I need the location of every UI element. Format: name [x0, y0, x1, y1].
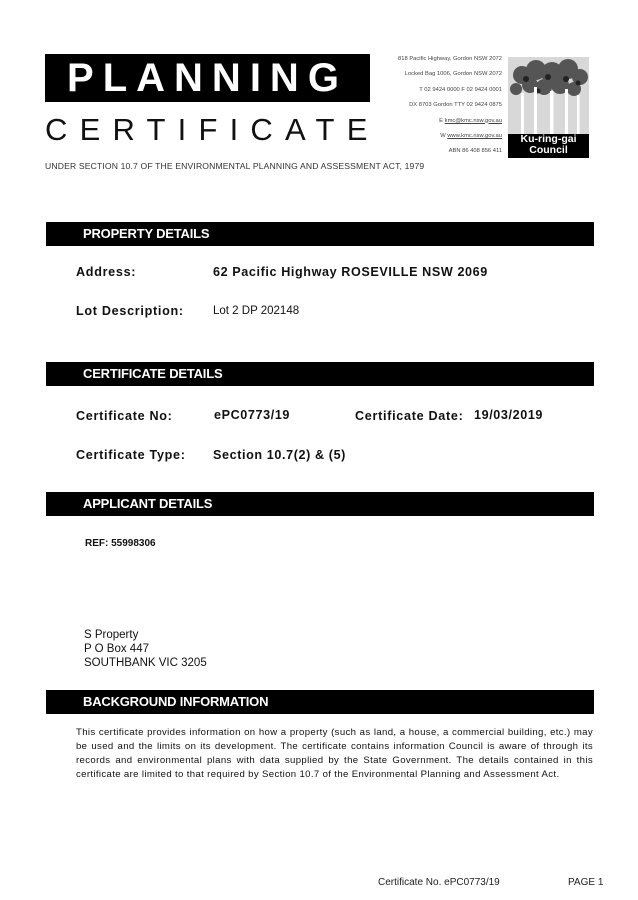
applicant-address [84, 628, 207, 670]
contact-abn: ABN 86 408 856 411 [448, 148, 502, 155]
certificate-date-value: 19/03/2019 [474, 408, 544, 422]
certificate-details-header [46, 362, 594, 386]
address-label: Address: [76, 265, 137, 279]
contact-phone: T 02 9424 0000 F 02 9424 0001 [419, 86, 502, 93]
certificate-type-value: Section 10.7(2) & (5) [213, 448, 346, 462]
address-value: 62 Pacific Highway ROSEVILLE NSW 2069 [213, 265, 488, 279]
logo-line1: Ku-ring-gai [520, 133, 577, 145]
applicant-details-heading: APPLICANT DETAILS [83, 496, 213, 511]
logo-line2: Council [529, 144, 568, 156]
background-information-header [46, 690, 594, 714]
contact-web-row [398, 134, 502, 149]
applicant-details-header [46, 492, 594, 516]
applicant-reference: REF: 55998306 [85, 538, 156, 549]
certificate-title: CERTIFICATE [45, 112, 380, 147]
footer-page-number: PAGE 1 [568, 877, 604, 888]
lot-description-value: Lot 2 DP 202148 [213, 305, 300, 317]
email-link[interactable]: kmc@kmc.nsw.gov.au [444, 117, 502, 124]
applicant-name: S Property [84, 629, 139, 641]
property-details-header [46, 222, 594, 246]
certificate-number-label: Certificate No: [76, 409, 173, 423]
contact-email-row [398, 119, 502, 134]
certificate-number-value: ePC0773/19 [214, 408, 291, 422]
trees-icon [508, 57, 589, 135]
background-information-heading: BACKGROUND INFORMATION [83, 694, 269, 709]
background-information-text: This certificate provides information on how a property (such as land, a house, a commercial building, etc.) may be used and the limits on its development. The certificate contains information Council is aware of through its records and environmental plans with data supplied by the State Government. The details contained in this certificate are limited to that required by Section 10.7 of the Environmental Planning and Assessment Act. [76, 727, 593, 780]
act-subtitle: UNDER SECTION 10.7 OF THE ENVIRONMENTAL PLANNING AND ASSESSMENT ACT, 1979 [45, 161, 425, 171]
council-logo-text [508, 134, 589, 158]
applicant-po-box: P O Box 447 [84, 643, 149, 655]
certificate-date-label: Certificate Date: [355, 409, 464, 423]
web-prefix: W [440, 132, 446, 139]
contact-mail: Locked Bag 1006, Gordon NSW 2072 [404, 71, 502, 78]
planning-title: PLANNING [67, 56, 348, 100]
web-link[interactable]: www.kmc.nsw.gov.au [447, 132, 502, 139]
email-prefix: E [439, 117, 444, 124]
contact-address: 818 Pacific Highway, Gordon NSW 2072 [398, 56, 502, 62]
lot-description-label: Lot Description: [76, 304, 184, 318]
applicant-locality: SOUTHBANK VIC 3205 [84, 657, 207, 669]
council-contact-block [398, 57, 502, 165]
certificate-details-heading: CERTIFICATE DETAILS [83, 366, 223, 381]
contact-dx: DX 8703 Gordon TTY 02 9424 0875 [409, 102, 502, 109]
footer-certificate-number: Certificate No. ePC0773/19 [378, 877, 500, 888]
planning-title-box [45, 54, 370, 102]
certificate-type-label: Certificate Type: [76, 448, 186, 462]
property-details-heading: PROPERTY DETAILS [83, 226, 210, 241]
